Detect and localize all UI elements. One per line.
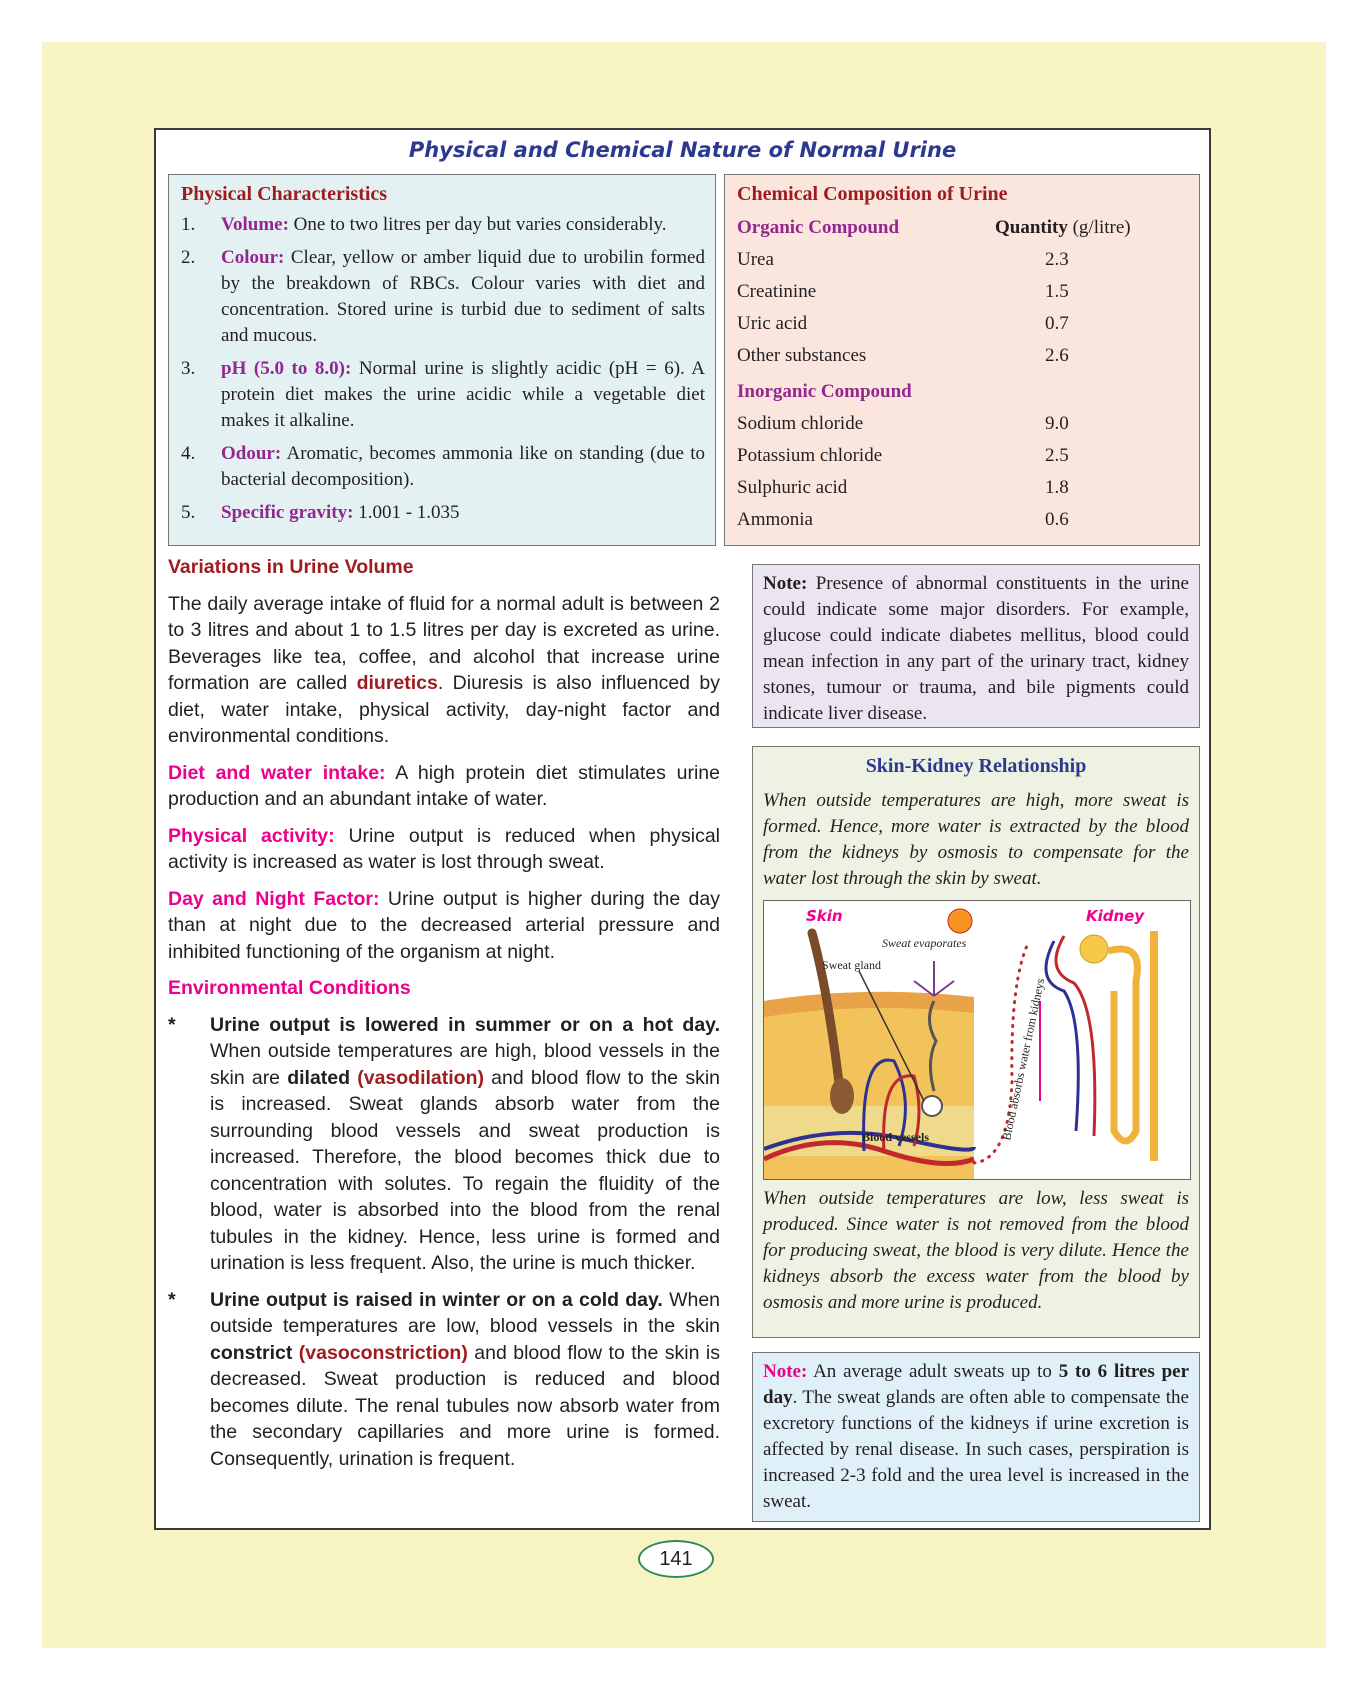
compound-name: Sodium chloride: [737, 413, 864, 434]
table-row: [737, 440, 1189, 472]
note-label: Note:: [763, 1361, 808, 1382]
kidney-label: Kidney: [1086, 907, 1145, 925]
list-item: [181, 441, 705, 493]
sun-icon: [948, 909, 972, 933]
day-night-term: Day and Night Factor:: [168, 887, 380, 910]
list-item: [181, 245, 705, 349]
table-row: [737, 276, 1189, 308]
sweat-amount: 5 to 6 litres per day: [763, 1361, 1190, 1408]
quantity-unit: (g/litre): [1067, 217, 1131, 238]
table-row: [737, 408, 1189, 440]
sweat-gland-coil: [922, 1096, 942, 1116]
compound-qty: 1.5: [1045, 281, 1069, 302]
bullet-star: *: [168, 1013, 176, 1036]
item-number: 5.: [181, 502, 196, 523]
sweat-gland-label: Sweat gland: [822, 958, 881, 972]
compound-qty: 0.7: [1045, 313, 1069, 334]
item-text: 1.001 - 1.035: [353, 502, 460, 523]
compound-name: Urea: [737, 249, 774, 270]
table-row: [737, 308, 1189, 340]
item-text: Aromatic, becomes ammonia like on standing (due to bacterial decomposition).: [221, 443, 705, 490]
table-row: [737, 244, 1189, 276]
day-night-paragraph: [168, 886, 720, 966]
table-row: [737, 504, 1189, 536]
text: The daily average intake of fluid for a normal adult is between 2 to 3 litres and about 1 to 1.5 litres per day is excreted as urine. Beverages like tea, coffee, and alcohol that increase urine formation are called: [168, 592, 720, 694]
item-term: Specific gravity:: [221, 502, 354, 523]
skin-label: Skin: [806, 907, 843, 925]
text: When outside temperatures are low, blood vessels in the skin: [210, 1288, 721, 1337]
compound-qty: 2.5: [1045, 445, 1069, 466]
variations-section: [168, 554, 720, 1482]
table-row: [737, 340, 1189, 372]
physical-activity-paragraph: [168, 823, 720, 876]
text: and blood flow to the skin is decreased. Sweat production is reduced and blood becomes dilute. The renal tubules now absorb water from the secondary capillaries and more urine is formed. Consequently, urination is frequent.: [210, 1341, 720, 1470]
skin-kidney-heading: Skin-Kidney Relationship: [865, 755, 1087, 777]
skin-kidney-text-hot: When outside temperatures are high, more sweat is formed. Hence, more water is extracted by the blood from the kidneys by osmosis to compensate for the water lost through the skin by sweat.: [763, 790, 1189, 889]
text: . The sweat glands are often able to compensate the excretory functions of the kidneys if urine excretion is affected by renal disease. In such cases, perspiration is increased 2-3 fold and the urea level is increased in the sweat.: [763, 1387, 1189, 1512]
list-item: [181, 500, 705, 526]
skin-kidney-diagram: [764, 901, 1190, 1179]
bullet-bold: Urine output is raised in winter or on a cold day.: [210, 1288, 663, 1311]
item-text: One to two litres per day but varies considerably.: [288, 214, 667, 235]
note-text: Presence of abnormal constituents in the urine could indicate some major disorders. For example, glucose could indicate diabetes mellitus, blood could mean infection in any part of the urinary tract, kidney stones, tumour or trauma, and bile pigments could indicate liver disease.: [763, 573, 1189, 724]
renal-tubule: [1108, 949, 1137, 1141]
vasoconstriction-term: (vasoconstriction): [292, 1341, 468, 1364]
abnormal-constituents-note: [752, 564, 1200, 728]
evaporation-arrow: [934, 981, 954, 996]
chemical-composition-box: [724, 174, 1200, 546]
blood-absorbs-label: Blood absorbs water from kidneys: [999, 977, 1048, 1142]
kidney-vein: [1046, 941, 1078, 1131]
variations-paragraph: [168, 591, 720, 750]
physical-heading: Physical Characteristics: [181, 183, 388, 205]
note-label: Note:: [763, 573, 808, 594]
skin-kidney-figure: [763, 900, 1191, 1180]
compound-name: Uric acid: [737, 313, 808, 334]
compound-qty: 1.8: [1045, 477, 1069, 498]
item-term: Odour:: [221, 443, 282, 464]
item-term: pH (5.0 to 8.0):: [221, 358, 352, 379]
compound-qty: 2.3: [1045, 249, 1069, 270]
text: When outside temperatures are high, blood vessels in the skin are: [210, 1040, 720, 1089]
item-term: Volume:: [221, 214, 289, 235]
sweat-note: [752, 1352, 1200, 1522]
physical-characteristics-box: [168, 174, 716, 546]
quantity-label: Quantity: [995, 217, 1068, 238]
item-number: 3.: [181, 358, 196, 379]
environmental-heading: Environmental Conditions: [168, 977, 411, 999]
compound-qty: 2.6: [1045, 345, 1069, 366]
diuretics-term: diuretics: [356, 672, 438, 694]
compound-name: Other substances: [737, 345, 867, 366]
diet-term: Diet and water intake:: [168, 761, 386, 784]
item-term: Colour:: [221, 247, 285, 268]
vasodilation-term: (vasodilation): [350, 1066, 484, 1089]
skin-kidney-text-cold: When outside temperatures are low, less sweat is produced. Since water is not removed from the blood for producing sweat, the blood is very dilute. Hence the kidneys absorb the excess water from the blood by osmosis and more urine is produced.: [763, 1188, 1189, 1313]
table-header-row: [737, 212, 1189, 244]
text: and blood flow to the skin is increased. Sweat glands absorb water from the surrounding blood vessels and sweat production is increased. Therefore, the blood becomes thick due to concentration with solutes. To regain the fluidity of the blood, water is absorbed into the blood from the renal tubules in the kidney. Hence, less urine is formed and urination is less frequent. Also, the urine is much thicker.: [210, 1066, 720, 1274]
page-number: 141: [638, 1540, 714, 1578]
textbook-page: [154, 128, 1211, 1530]
bullet-item: [168, 1287, 720, 1473]
page-title: Physical and Chemical Nature of Normal Urine: [408, 138, 957, 162]
bullet-star: *: [168, 1288, 176, 1311]
list-item: [181, 212, 705, 238]
compound-qty: 9.0: [1045, 413, 1069, 434]
compound-name: Ammonia: [737, 509, 813, 530]
diet-paragraph: [168, 760, 720, 813]
compound-qty: 0.6: [1045, 509, 1069, 530]
blood-vessels-label: Blood vessels: [862, 1130, 930, 1144]
item-number: 4.: [181, 443, 196, 464]
bullet-bold: Urine output is lowered in summer or on a hot day.: [210, 1013, 720, 1036]
compound-name: Potassium chloride: [737, 445, 883, 466]
variations-heading: Variations in Urine Volume: [168, 556, 414, 578]
dilated-term: dilated: [287, 1066, 351, 1089]
constrict-term: constrict: [210, 1341, 293, 1364]
bullet-item: [168, 1012, 720, 1277]
item-number: 1.: [181, 214, 196, 235]
skin-kidney-box: [752, 746, 1200, 1338]
organic-label: Organic Compound: [737, 217, 900, 238]
text: Urine output is reduced when physical activity is increased as water is lost through sweat.: [168, 824, 721, 873]
sweat-evaporates-label: Sweat evaporates: [882, 936, 967, 950]
physical-list: [181, 212, 705, 526]
text: An average adult sweats up to: [807, 1361, 1059, 1382]
inorganic-header-row: [737, 376, 1189, 408]
item-number: 2.: [181, 247, 196, 268]
compound-name: Creatinine: [737, 281, 817, 302]
glomerulus: [1080, 935, 1108, 963]
physical-activity-term: Physical activity:: [168, 824, 335, 847]
chemical-heading: Chemical Composition of Urine: [737, 183, 1008, 205]
text: Urine output is higher during the day than at night due to the decreased arterial pressure and inhibited functioning of the organism at night.: [168, 887, 720, 963]
compound-name: Sulphuric acid: [737, 477, 848, 498]
inorganic-label: Inorganic Compound: [737, 381, 912, 402]
text: A high protein diet stimulates urine production and an abundant intake of water.: [168, 761, 720, 810]
item-text: Clear, yellow or amber liquid due to urobilin formed by the breakdown of RBCs. Colour varies with diet and concentration. Stored urine is turbid due to sediment of salts and mucous.: [221, 247, 705, 346]
list-item: [181, 356, 705, 434]
table-row: [737, 472, 1189, 504]
text: . Diuresis is also influenced by diet, water intake, physical activity, day-night factor and environmental conditions.: [168, 672, 720, 747]
hair-follicle: [830, 1078, 854, 1114]
item-text: Normal urine is slightly acidic (pH = 6). A protein diet makes the urine acidic while a vegetable diet makes it alkaline.: [221, 358, 706, 431]
